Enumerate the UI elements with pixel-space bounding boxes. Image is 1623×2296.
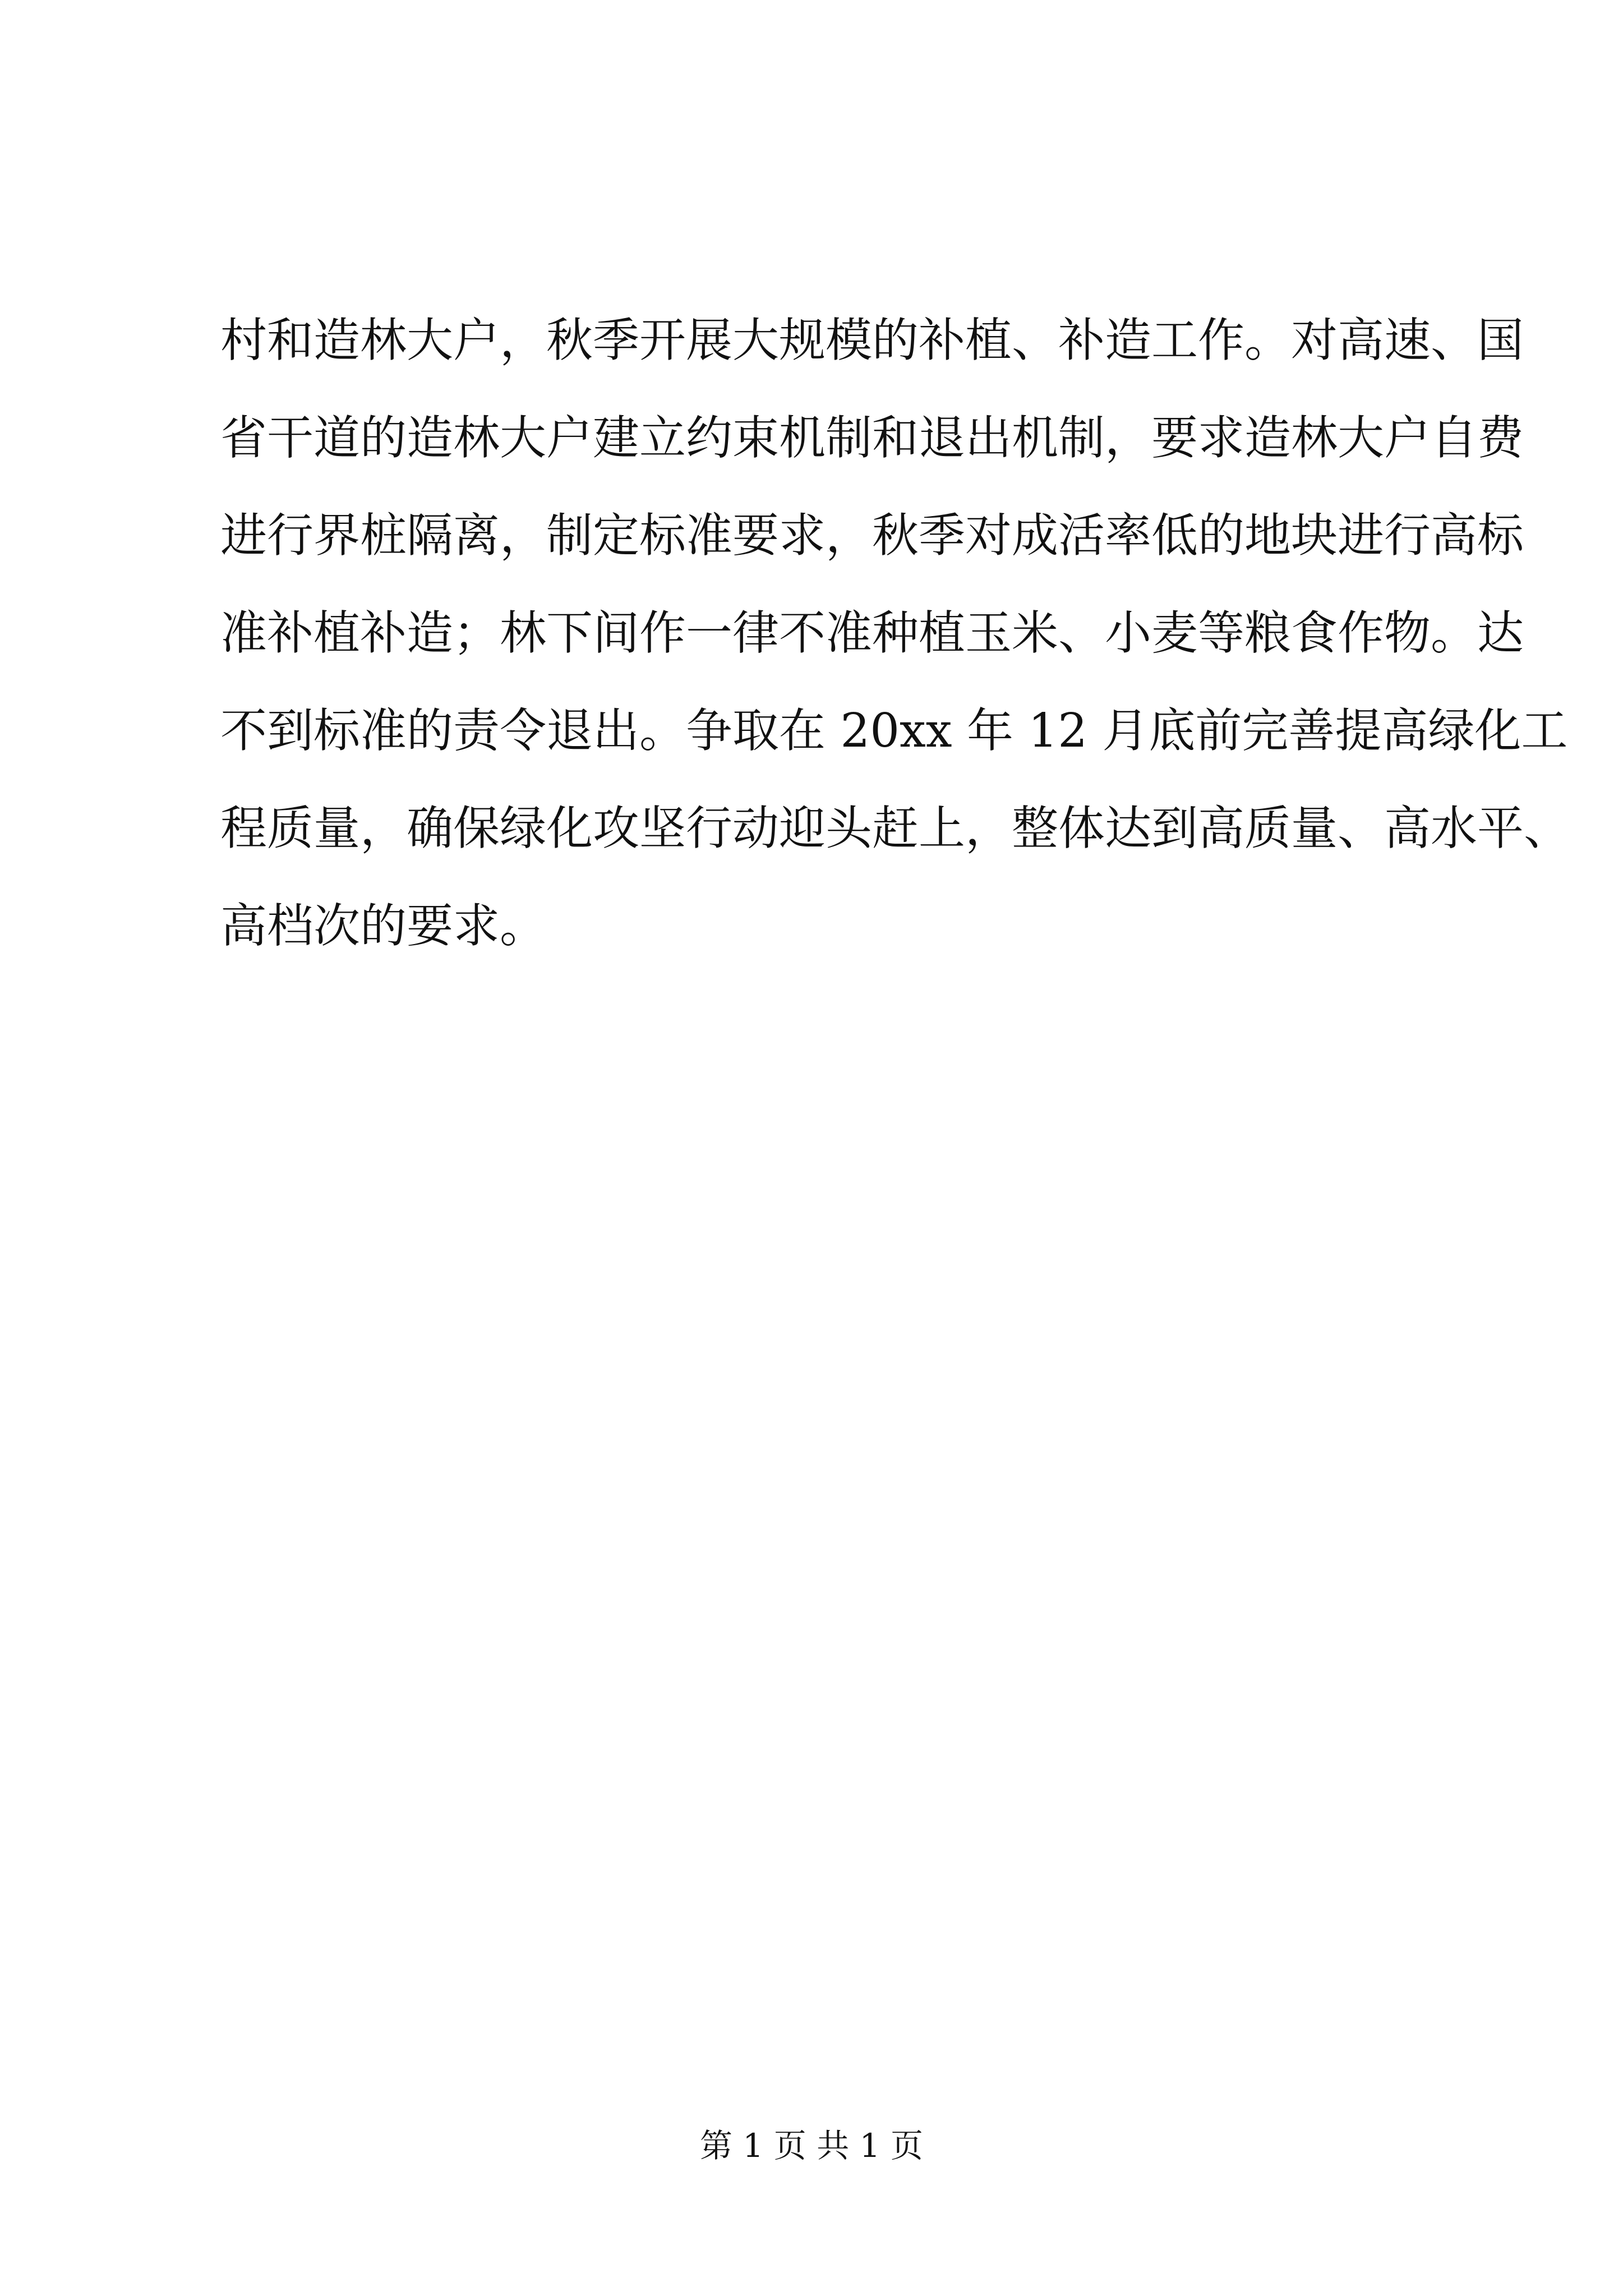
text-line-3: 进行界桩隔离，制定标准要求，秋季对成活率低的地块进行高标	[220, 508, 1524, 563]
text-line-2: 省干道的造林大户建立约束机制和退出机制，要求造林大户自费	[220, 411, 1524, 465]
text-line-1: 村和造林大户，秋季开展大规模的补植、补造工作。对高速、国	[220, 313, 1524, 367]
body-paragraph	[220, 292, 1570, 975]
text-line-7: 高档次的要求。	[220, 899, 546, 953]
text-line-4: 准补植补造；林下间作一律不准种植玉米、小麦等粮食作物。达	[220, 606, 1524, 660]
page-footer	[0, 2126, 1623, 2165]
text-line-6: 程质量，确保绿化攻坚行动迎头赶上，整体达到高质量、高水平、	[220, 801, 1570, 855]
text-line-5: 不到标准的责令退出。争取在 20xx 年 12 月底前完善提高绿化工	[220, 703, 1568, 758]
page-number-label: 第 1 页 共 1 页	[700, 2127, 923, 2165]
